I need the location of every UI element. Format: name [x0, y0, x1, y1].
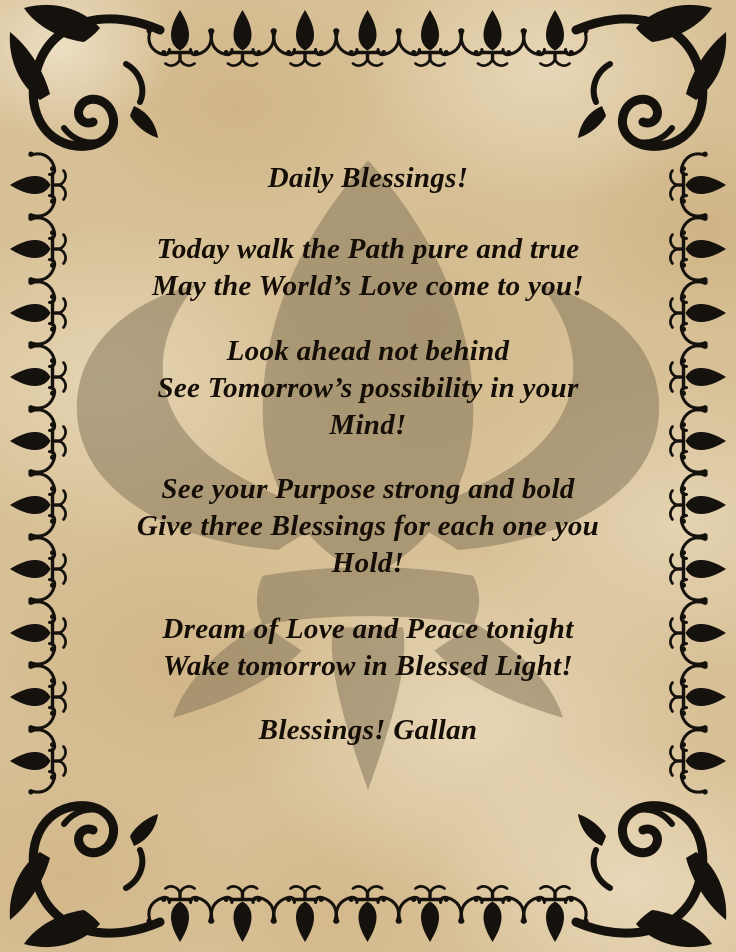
poem-stanza-3 [30, 471, 706, 582]
poem-line: Today walk the Path pure and true [156, 233, 580, 265]
poem-title: Daily Blessings! [267, 162, 469, 194]
poem-line: Mind! [329, 409, 407, 441]
signature-line: Blessings! Gallan [258, 714, 478, 746]
poem-line: Look ahead not behind [226, 335, 510, 367]
poem-line: See your Purpose strong and bold [161, 473, 575, 505]
poem-line: Dream of Love and Peace tonight [162, 613, 574, 645]
poem-stanza-4 [30, 611, 706, 685]
poem-line: Hold! [331, 547, 405, 579]
poem-stanza-1 [30, 231, 706, 305]
poem-line: See Tomorrow’s possibility in your [157, 372, 579, 404]
poem-line: Give three Blessings for each one you [136, 510, 600, 542]
poem-line: Wake tomorrow in Blessed Light! [163, 650, 573, 682]
poem-stanza-2 [30, 333, 706, 444]
poem-line: May the World’s Love come to you! [152, 270, 584, 302]
